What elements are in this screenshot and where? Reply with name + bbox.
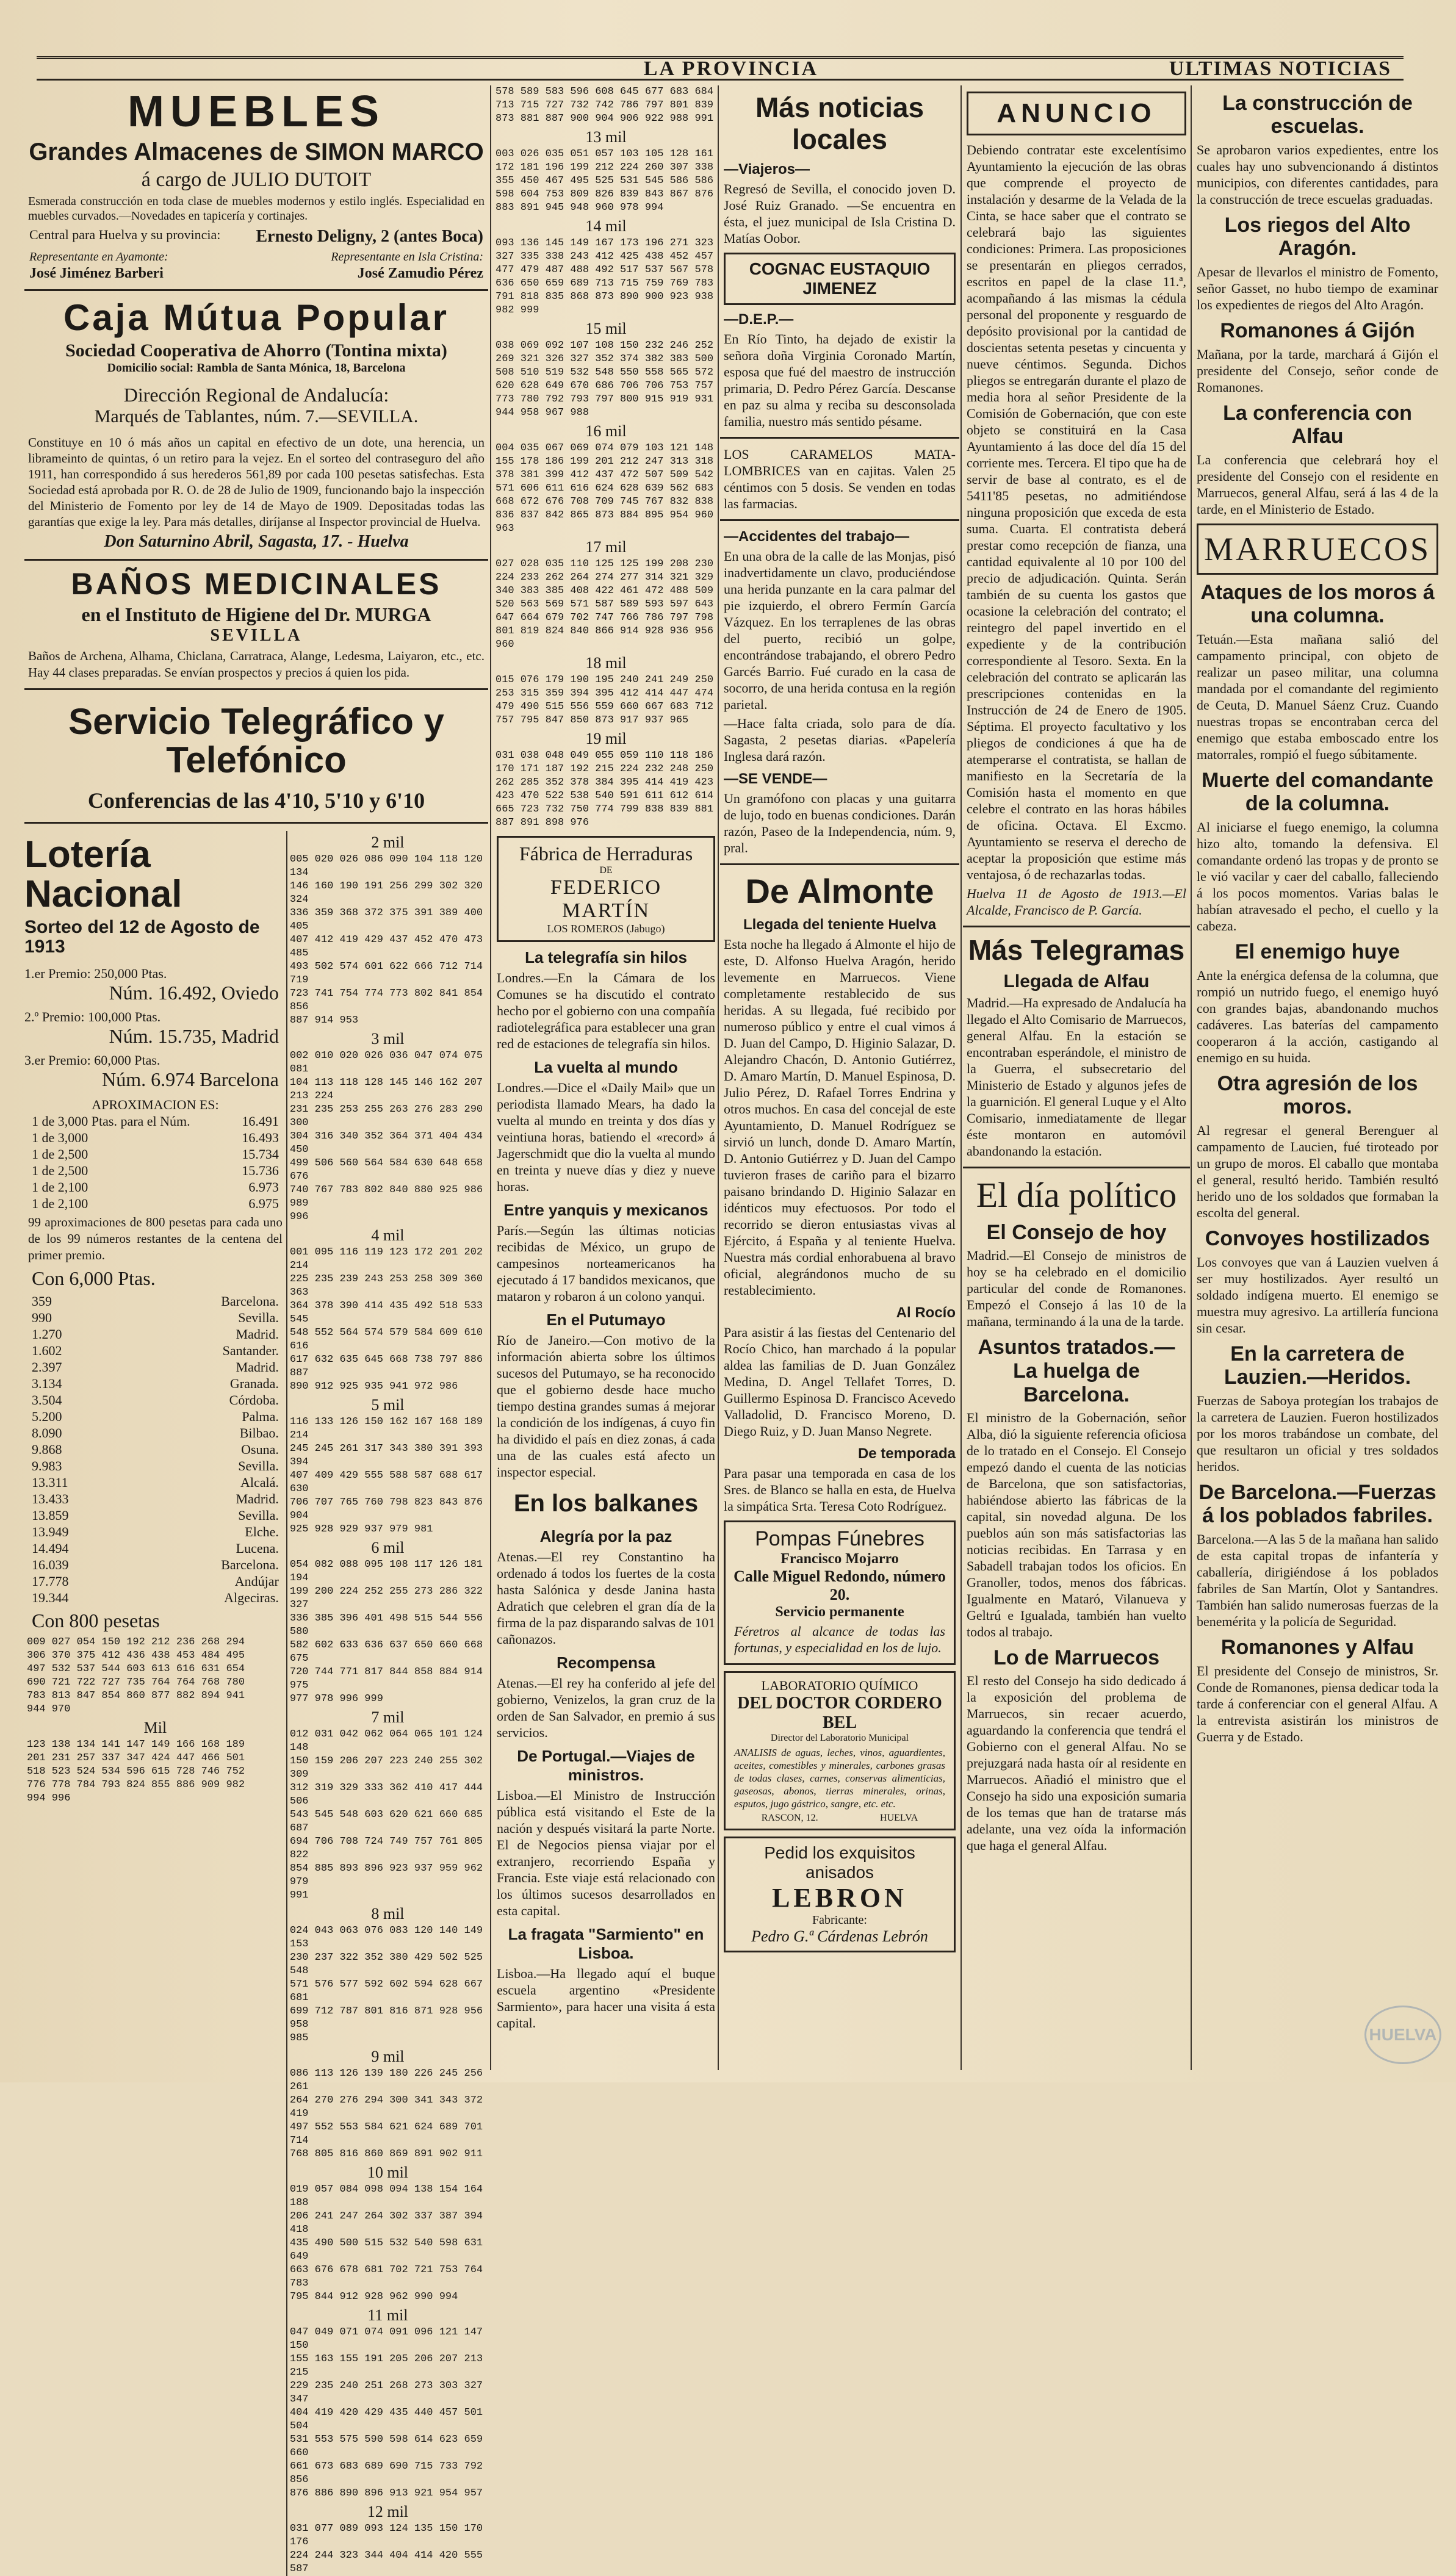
winning-city: Algeciras. [224,1590,279,1606]
lab-body: ANALISIS de aguas, leches, vinos, aguardientes, aceites, comestibles y minerales, carbones grasas de todas clases, carnes, conservas alimenticias, gaseosas, abonos, tierras minerales, orinas, esputos, jugo gástrico, sangre, etc. etc. [734,1747,945,1810]
winning-number: 13.311 [32,1475,68,1491]
article-text: La conferencia que celebrará hoy el presidente del Consejo con el residente en Marruecos, general Alfau, será á las 4 de la tarde, en el Ministerio de Estado. [1197,452,1438,517]
winning-city: Madrid. [236,1359,279,1375]
pompas-f: Féretros al alcance de todas las fortunas, y especialidad en los de lujo. [734,1624,945,1655]
article-heading: Romanones y Alfau [1220,1636,1415,1659]
caramelos-ad: LOS CARAMELOS MATA-LOMBRICES van en cajitas. Valen 25 céntimos con 5 dosis. Se venden en todas las farmacias. [724,447,956,511]
article-text: Ante la enérgica defensa de la columna, que rompió un nutrido fuego, el enemigo huyó con grandes bajas, abandonando muchos cadáveres. Las baterías del campamento cooperaron á la acción, castigando al enemigo en su huida. [1197,968,1438,1065]
column-4 [963,85,1190,2070]
list6000-row [32,1359,279,1375]
rep-ayamonte-label: Representante en Ayamonte: [29,250,168,264]
prize-1-num: Núm. 16.492, Oviedo [109,982,279,1004]
anisados-t2: LEBRON [772,1883,907,1913]
winning-city: Granada. [229,1376,279,1392]
winning-number: 1.602 [32,1343,62,1359]
muebles-ad [24,89,488,282]
caja-domicilio: Domicilio social: Rambla de Santa Mónica, 18, Barcelona [107,361,406,375]
se-vende-text: Un gramófono con placas y una guitarra de lujo, todo en buenas condiciones. Darán razón, Paseo de la Independencia, núm. 9, pral. [724,791,956,855]
article-heading: La construcción de escuelas. [1222,92,1413,138]
article-text: El presidente del Consejo de ministros, Sr. Conde de Romanones, piensa dedicar toda la tarde á conferenciar con el general Alfau. A la entrevista asistirán los ministros de Guerra y de Estado. [1197,1663,1438,1744]
loteria-section [24,831,488,2576]
number-block: 038 069 092 107 108 150 232 246 252 269 321 326 327 352 374 382 383 500 508 510 519 532 548 550 558 565 572 620 628 649 670 686 706 706 753 757 773 780 792 793 797 800 915 919 931 944 958 967 988 [496,340,714,419]
almonte-text: Esta noche ha llegado á Almonte el hijo de este, D. Alfonso Huelva Aragón, herido levemente en Marruecos. Viene completamente restablecido de sus heridas. A su llegada, fué recibido por numeroso público y entre el cual vimos á D. Juan del Campo, D. Higinio Salazar, D. Alejandro Chacón, D. Antonio Gutiérrez, D. Amaro Martín, D. Manuel Espinosa, D. Julio Pérez, D. Rafael Torres Endrina y otros muchos. En casa del concejal de este Ayuntamiento, D. Manuel Rodríguez se sirvió un lunch, donde D. Amaro Martín, D. Antonio Gutiérrez y D. Juan del Campo tuvieron frases de cariño para el bizarro paisano brindando D. Higinio Salazar en idénticos muy efectuosos. Por todo el recorrido se dieron entusiastas vivas al Ejército, á España y al teniente Huelva. Nuestra más cordial enhorabuena al bravo oficial, alegrándonos mucho de su restablecimiento. [724,937,956,1298]
number-block: 093 136 145 149 167 173 196 271 323 327 335 338 243 412 425 438 452 457 477 479 487 488 492 517 537 567 578 636 650 659 689 713 715 759 769 783 791 818 835 868 873 890 900 923 938 982 999 [496,237,714,316]
mil-heading: Mil [143,1719,167,1737]
number-block: 031 077 089 093 124 135 150 170 176 224 244 323 344 404 414 420 555 587 [289,2523,483,2575]
servicio-title: Servicio Telegráfico y Telefónico [68,701,444,781]
banos-ad [24,568,488,682]
section-title: ULTIMAS NOTICIAS [1169,57,1391,80]
article-heading: Otra agresión de los moros. [1217,1072,1418,1118]
aprox-number: 16.491 [242,1114,279,1129]
fabrica-de: DE [599,865,613,876]
muebles-subtitle: Grandes Almacenes de SIMON MARCO [29,138,484,165]
list6000-row [32,1442,279,1458]
list6000-row [32,1310,279,1326]
c1-number-blocks [286,831,488,2576]
list6000-row [32,1409,279,1425]
number-block: 047 049 071 074 091 096 121 147 150 155 163 155 191 205 206 207 213 215 229 235 240 251 268 273 303 327 347 404 419 420 429 435 440 457 501 504 531 553 575 590 598 614 623 659 660 661 673 683 689 690 715 733 792 856 876 886 890 896 913 921 954 957 [289,2326,483,2500]
winning-city: Bilbao. [239,1425,279,1441]
article-text: París.—Según las últimas noticias recibidas de México, un grupo de campesinos norteamericanos ha ejecutado á 17 bandidos mexicanos, que mataron y robaron á un colono yanqui. [497,1223,715,1304]
winning-city: Elche. [245,1524,279,1540]
muebles-title: MUEBLES [127,87,386,136]
aprox-number: 15.736 [242,1163,279,1179]
banos-title: BAÑOS MEDICINALES [71,566,442,601]
pompas-name: Francisco Mojarro [780,1551,899,1567]
winning-city: Lucena. [236,1541,279,1556]
winning-city: Córdoba. [229,1392,279,1408]
list6000-row [32,1491,279,1507]
number-block: 027 028 035 110 125 125 199 208 230 224 233 262 264 274 277 314 321 329 340 383 385 408 422 461 472 488 509 520 563 569 571 587 589 593 597 643 647 664 679 702 747 766 786 797 798 801 819 824 840 866 914 928 936 956 960 [496,558,714,650]
winning-number: 13.433 [32,1491,69,1507]
dep-text: En Río Tinto, ha dejado de existir la señora doña Virginia Coronado Martín, esposa que fué del maestro de instrucción primaria, D. Pedro Pérez García. Descanse en paz su alma y reciba su desconsolada familia, nuestro más sentido pésame. [724,331,956,429]
number-block: 012 031 042 062 064 065 101 124 148 150 159 206 207 223 240 255 302 309 312 319 329 333 362 410 417 444 506 543 545 548 603 620 621 660 685 687 694 706 708 724 749 757 761 805 822 854 885 893 896 923 937 959 962 979 991 [289,1729,483,1902]
asuntos-heading: Asuntos tratados.— La huelga de Barcelona. [978,1336,1175,1406]
lab-city: HUELVA [880,1813,918,1823]
telegramas-title: Más Telegramas [968,934,1185,966]
asuntos-text: El ministro de la Gobernación, señor Alba, dió la siguiente referencia oficiosa de lo tratado en el Consejo. El Consejo empezó dando el cuenta de las noticias de Barcelona, que son satisfactorias, habiéndose abierto las fábricas de la capital, sin novedad alguna. De los pueblos aún son más satisfactorias las noticias recibidas. En Tarrasa y en Sabadell trabajan todos los oficios. En Granoller, todos, menos dos fábricas. Igualmente en Mataró, Vilanueva y Geltrú e Igualada, también han vuelto todos al trabajo. [967,1410,1186,1639]
lab-addr: RASCON, 12. [761,1813,818,1823]
aprox-row [32,1163,279,1179]
article-text: Se aprobaron varios expedientes, entre los cuales hay uno subvencionando á distintos municipios, con diferentes cantidades, para la construcción de trece escuelas graduadas. [1197,142,1438,207]
pompas-addr: Calle Miguel Redondo, número 20. [733,1567,946,1603]
list6000-row [32,1508,279,1524]
number-block: 001 095 116 119 123 172 201 202 214 225 235 239 243 253 258 309 360 363 364 378 390 414 435 492 518 533 545 548 552 564 574 579 584 609 610 616 617 632 635 645 668 738 797 886 887 890 912 925 935 941 972 986 [289,1247,483,1393]
winning-city: Barcelona. [221,1293,279,1309]
aprox-row [32,1196,279,1212]
mil-heading: 4 mil [371,1226,405,1245]
caja-direccion: Dirección Regional de Andalucía: [123,383,389,406]
winning-city: Palma. [242,1409,279,1425]
con800-heading: Con 800 pesetas [32,1610,160,1632]
aprox-label: 1 de 2,100 [32,1179,88,1195]
winning-number: 3.504 [32,1392,62,1408]
list6000-row [32,1590,279,1606]
caja-body: Constituye en 10 ó más años un capital en efectivo de un dote, una herencia, un librameinto de quintas, ó un retiro para la vejez. En el sorteo del contraseguro del año 1911, han correspondido á sus herederos 561,89 por cada 100 pesetas satisfechas. Esta Sociedad está aprobada por R. O. de 28 de Julio de 1909, funcionando bajo la inspección del Ministerio de Fomento por ley de 14 de Mayo de 1909. Depositadas todas las garantías que exige la ley. Para más detalles, diríjanse al Inspector provincial de Huelva. [28,434,485,529]
winning-number: 19.344 [32,1590,69,1606]
mil-heading: 9 mil [371,2048,405,2066]
article-text: Mañana, por la tarde, marchará á Gijón el presidente del Consejo, señor conde de Romanones. [1197,347,1438,395]
aprox-list [24,1114,286,1212]
winning-number: 13.859 [32,1508,69,1524]
lab-title: LABORATORIO QUÍMICO [761,1678,918,1693]
column-3 [720,85,959,2070]
se-vende-heading: —SE VENDE— [724,771,827,787]
aprox-label: 1 de 3,000 Ptas. para el Núm. [32,1114,190,1129]
mil-heading: 10 mil [367,2164,409,2182]
muebles-central: Central para Huelva y su provincia: [29,226,221,242]
aprox-label: 1 de 2,500 [32,1163,88,1179]
mil-heading: 11 mil [367,2306,408,2325]
newspaper-title: LA PROVINCIA [643,57,819,80]
list6000-row [32,1574,279,1589]
article-heading: Ataques de los moros á una columna. [1200,581,1435,627]
winning-city: Sevilla. [238,1310,279,1326]
winning-number: 14.494 [32,1541,69,1556]
muebles-cargo: á cargo de JULIO DUTOIT [141,168,372,191]
winning-number: 8.090 [32,1425,62,1441]
fabrica-ad [497,836,715,942]
mil-heading: 5 mil [371,1396,405,1414]
column-2 [493,85,719,2070]
article-text: Atenas.—El rey Constantino ha ordenado á todos los fuertes de la costa hasta Salónica y desde Janina hasta Adratich que celebren el gran día de la firma de la paz disparando salvas de 101 cañonazos. [497,1549,715,1647]
winning-city: Osuna. [241,1442,279,1458]
aprox-label: 1 de 2,500 [32,1146,88,1162]
c5-articles-bottom [1193,581,1442,1745]
article-heading: En los balkanes [513,1490,699,1517]
article-heading: La fragata "Sarmiento" en Lisboa. [508,1925,704,1962]
rep-ayamonte-name: José Jiménez Barberi [29,265,164,281]
list6000-row [32,1557,279,1573]
winning-city: Santander. [222,1343,279,1359]
consejo-heading: El Consejo de hoy [986,1221,1167,1244]
mil-heading: 6 mil [371,1539,405,1557]
library-stamp: HUELVA [1364,2006,1441,2064]
mil-heading: 14 mil [585,217,627,235]
winning-number: 3.134 [32,1376,62,1392]
mil-heading: 15 mil [585,320,627,337]
mil-heading: 12 mil [367,2503,409,2521]
anisados-fab: Fabricante: [812,1913,867,1927]
article-heading: Convoyes hostilizados [1205,1227,1430,1250]
banos-sub: en el Instituto de Higiene del Dr. MURGA [81,603,431,626]
number-block: 002 010 020 026 036 047 074 075 081 104 113 118 128 145 146 162 207 213 224 231 235 253 255 263 276 283 290 300 304 316 340 352 364 371 404 434 450 499 506 560 564 584 630 648 658 676 740 767 783 802 840 880 925 986 989 996 [289,1050,483,1223]
rep-isla-name: José Zamudio Pérez [357,265,483,281]
aprox-label: 1 de 2,100 [32,1196,88,1212]
anuncio-body: Debiendo contratar este excelentísimo Ayuntamiento la ejecución de las obras que comprende el proyecto de instalación y desarme de la Velada de la Cinta, se hace saber que el contrato se celebrará bajo las siguientes condiciones: Primera. Las proposiciones se presentarán en pliegos cerrados, escritos en papel de la clase 11.ª, acompañando á las mismas la cédula personal del proponente y resguardo de depósito provisional por la cantidad de doscientas setenta pesetas y cincuenta y nueve céntimos. Segunda. Dichos pliegos se entregarán durante el plazo de media hora al señor Presidente de la Comisión de Gobernación, que con este objeto se constituirá en la Casa Ayuntamiento á las doce del día 15 del corriente mes. Tercera. El tipo que ha de servir de base al contrato, es el de 5411'85 pesetas, no admitiéndose ninguna proposición que exceda de esta suma. Cuarta. El contratista deberá prestar como recepción de fianza, una cantidad equivalente al 10 por 100 del precio de adjudicación. Quinta. Serán también de su cuenta los gastos que ocasione la celebración del contrato; el reintegro del papel invertido en el expediente y de la contribución correspondiente al Tesoro. Sexta. En la celebración del contrato se aplicarán las prescripciones contenidas en la Instrucción de 24 de Enero de 1905. Séptima. El proyecto facultativo y los pliegos de condiciones á que ha de atemperarse el contratista, se hallan de manifiesto en la Secretaría de la Comisión hasta el momento en que celebre el contrato en las horas hábiles de oficina. Octava. El Excmo. Ayuntamiento se reserva el derecho de aceptar la proposición que estime más ventajosa, ó de rechazarlas todas. [967,142,1186,882]
list6000-row [32,1343,279,1359]
lab-doctor: DEL DOCTOR CORDERO BEL [737,1694,942,1732]
politico-title: El día político [976,1175,1177,1215]
article-text: Londres.—En la Cámara de los Comunes se ha discutido el contrato hecho por el gobierno con una compañía radiotelegráfica para establecer una gran red de estaciones de telegrafía sin hilos. [497,970,715,1051]
aprox-number: 16.493 [242,1130,279,1146]
list6000-row [32,1541,279,1556]
viajeros-text: Regresó de Sevilla, el conocido joven D. José Ruiz Granado. —Se encuentra en ésta, el juez municipal de Isla Cristina D. Matías Oobor. [724,181,956,246]
aprox-row [32,1146,279,1162]
aprox-row [32,1179,279,1195]
mil-heading: 16 mil [585,422,627,440]
number-block: 003 026 035 051 057 103 105 128 161 172 181 196 199 212 224 260 307 338 355 450 467 495 525 531 545 586 586 598 604 753 809 826 839 843 867 876 883 891 945 948 960 978 994 [496,148,714,214]
accidentes-heading: —Accidentes del trabajo— [724,528,910,545]
hace-falta-text: —Hace falta criada, solo para de día. Sagasta, 2 pesetas diarias. «Papelería Inglesa dará razón. [724,716,956,764]
winning-city: Sevilla. [238,1458,279,1474]
article-heading: Muerte del comandante de la columna. [1202,769,1433,815]
temporada-heading: De temporada [857,1445,956,1462]
masthead [37,56,1404,81]
article-heading: La conferencia con Alfau [1223,401,1412,448]
list6000-row [32,1425,279,1441]
fabrica-name: FEDERICO MARTÍN [550,876,662,922]
article-heading: De Barcelona.—Fuerzas á los poblados fabriles. [1198,1481,1436,1527]
article-heading: Alegría por la paz [539,1527,672,1545]
column-1 [24,85,488,2575]
list6000-row [32,1326,279,1342]
article-heading: Entre yanquis y mexicanos [503,1201,708,1219]
winning-number: 17.778 [32,1574,69,1589]
prize-2-num: Núm. 15.735, Madrid [109,1025,279,1048]
temporada-text: Para pasar una temporada en casa de los Sres. de Blanco se halla en esta, de Huelva la simpática Srta. Teresa Coto Rodríguez. [724,1466,956,1514]
almonte-title: De Almonte [745,872,934,910]
list6000-row [32,1458,279,1474]
viajeros-heading: —Viajeros— [724,161,810,178]
column-rule [1191,85,1192,2070]
column-rule [960,85,962,2070]
list6000-row [32,1392,279,1408]
banos-city: SEVILLA [210,626,303,646]
caja-contacto: Don Saturnino Abril, Sagasta, 17. - Huelva [104,531,409,551]
servicio-conferencias: Conferencias de las 4'10, 5'10 y 6'10 [87,788,425,813]
winning-number: 2.397 [32,1359,62,1375]
article-heading: Romanones á Gijón [1220,319,1415,342]
article-text: Apesar de llevarlos el ministro de Fomento, señor Gasset, no hubo tiempo de examinar los expedientes de riegos del Alto Aragón. [1197,264,1438,312]
dep-heading: —D.E.P.— [724,311,794,328]
article-text: Río de Janeiro.—Con motivo de la información abierta sobre los últimos sucesos del Putumayo, se ha reconocido que el gobierno desde hace mucho tiempo destina grandes sumas á mejorar la condición de los indígenas, á cuyo fin ha dividido el país en diez zonas, á cada una de las cuales está afecto un inspector especial. [497,1333,715,1480]
pompas-title: Pompas Fúnebres [755,1527,924,1550]
nums-mil: 123 138 134 141 147 149 166 168 189 201 231 257 337 347 424 447 466 501 518 523 524 534 596 615 728 746 752 776 778 784 793 824 855 886 909 982 994 996 [27,1739,245,1805]
marruecos-sub-heading: Lo de Marruecos [993,1646,1160,1669]
article-text: Los convoyes que van á Lauzien vuelven á ser muy hostilizados. Ayer resultó un soldado indígena muerto. El enemigo se muestra muy agresivo. La artillería funciona sin cesar. [1197,1254,1438,1336]
pompas-serv: Servicio permanente [775,1604,904,1620]
aprox-label: 1 de 3,000 [32,1130,88,1146]
number-block: 015 076 179 190 195 240 241 249 250 253 315 359 394 395 412 414 447 474 479 490 515 556 559 660 667 683 712 757 795 847 850 873 917 937 965 [496,674,714,726]
article-text: Lisboa.—Ha llegado aquí el buque escuela argentino «Presidente Sarmiento», para hacer una visita á esta capital. [497,1966,715,2031]
column-5 [1193,85,1442,2070]
nums800: 009 027 054 150 192 212 236 268 294 306 370 375 412 436 438 453 484 495 497 532 537 544 603 613 616 631 654 690 721 722 727 735 764 764 768 780 783 813 847 854 860 877 882 894 941 944 970 [27,1636,245,1716]
cognac-ad: COGNAC EUSTAQUIO JIMENEZ [724,253,956,305]
list6000 [24,1293,286,1606]
aprox-heading: APROXIMACION ES: [92,1097,219,1113]
loteria-sorteo: Sorteo del 12 de Agosto de 1913 [24,917,260,957]
telegramas-sub: Llegada de Alfau [1003,971,1150,991]
con6000-heading: Con 6,000 Ptas. [32,1267,156,1290]
list6000-row [32,1376,279,1392]
article-text: Al regresar el general Berenguer al campamento de Laucien, fué tiroteado por un grupo de moros. El caballo que montaba el general, resultó herido. También resultó herido uno de los soldados que formaban la escolta del general. [1197,1123,1438,1220]
article-heading: De Portugal.—Viajes de ministros. [517,1747,695,1784]
winning-number: 13.949 [32,1524,69,1540]
article-text: Lisboa.—El Ministro de Instrucción pública está visitando el Este de la nación y después visitará la parte Norte. El de Negocios piensa viajar por el extranjero, recorriendo España y Francia. Este viaje está relacionado con los últimos sucesos desarrollados en esta capital. [497,1788,715,1918]
aprox-number: 6.975 [248,1196,279,1212]
caja-title: Caja Mútua Popular [63,297,450,338]
prize-1: 1.er Premio: 250,000 Ptas. [24,966,167,982]
rocio-heading: Al Rocío [896,1304,956,1321]
article-text: Barcelona.—A las 5 de la mañana han salido de esta capital tropas de infantería y caballería, dirigiéndose á los poblados fabriles de San Martín, Olot y Santandres. También han salido numerosas fuerzas de la benemérita y la policía de Seguridad. [1197,1531,1438,1629]
article-heading: El enemigo huye [1234,940,1400,963]
caja-sociedad: Sociedad Cooperativa de Ahorro (Tontina mixta) [65,340,447,361]
article-text: Fuerzas de Saboya protegían los trabajos de la carretera de Lauzien. Fueron hostilizados por los moros trabándose un combate, del que resultaron un oficial y tres soldados heridos. [1197,1393,1438,1474]
mil-heading: 3 mil [371,1030,405,1048]
mil-heading: 13 mil [585,128,627,146]
locales-title: Más noticias locales [755,92,924,155]
list6000-row [32,1524,279,1540]
winning-city: Barcelona. [221,1557,279,1573]
muebles-body: Esmerada construcción en toda clase de muebles modernos y estilo inglés. Especialidad en muebles curvados.—Novedades en tapicería y cortinajes. [28,194,485,223]
mil-heading: 19 mil [585,730,627,747]
article-heading: Los riegos del Alto Aragón. [1224,214,1411,260]
c2-articles [493,948,719,2031]
winning-number: 1.270 [32,1326,62,1342]
number-block: 086 113 126 139 180 226 245 256 261 264 270 276 294 300 341 343 372 419 497 552 553 584 621 624 689 701 714 768 805 816 860 869 891 902 911 [289,2068,483,2160]
winning-number: 5.200 [32,1409,62,1425]
mil-heading: 7 mil [371,1708,405,1727]
accidentes-text: En una obra de la calle de las Monjas, pisó inadvertidamente un clavo, produciéndose una herida punzante en la cara palmar del pie izquierdo, el obrero Fermín García Vázquez. En los terraplenes de las obras del puerto, recibió un golpe, encontrándose trabajando, el obrero Pedro Garcés Barrio. Fué curado en la casa de socorro, de una herida contusa en la región parietal. [724,549,956,712]
mil-heading: 17 mil [585,538,627,556]
article-heading: En la carretera de Lauzien.—Heridos. [1224,1342,1411,1389]
anisados-t1: Pedid los exquisitos anisados [764,1843,915,1882]
banos-body: Baños de Archena, Alhama, Chiclana, Carratraca, Alange, Ledesma, Laiyaron, etc., etc. Hay 44 clases preparadas. Se envían prospectos y precios á quien los pida. [28,649,485,680]
number-block: 116 133 126 150 162 167 168 189 214 245 245 261 317 343 380 391 393 394 407 409 429 555 588 587 688 617 630 706 707 765 760 798 823 843 876 904 925 928 929 937 979 981 [289,1416,483,1536]
winning-city: Madrid. [236,1491,279,1507]
mil-heading: 2 mil [371,833,405,852]
number-block: 004 035 067 069 074 079 103 121 148 155 178 186 199 201 212 247 313 318 378 381 399 412 437 472 507 509 542 571 606 611 616 624 628 639 562 683 668 672 676 708 709 745 767 832 838 836 837 842 865 873 884 895 954 960 963 [496,442,714,534]
number-block: 054 082 088 095 108 117 126 181 194 199 200 224 252 255 273 286 322 327 336 385 396 401 498 515 544 556 580 582 602 633 636 637 650 660 668 675 720 744 771 817 844 858 884 914 975 977 978 996 999 [289,1559,483,1705]
aprox-note: 99 aproximaciones de 800 pesetas para cada uno de los 99 números restantes de la centena del primer premio. [28,1215,283,1263]
aprox-number: 15.734 [242,1146,279,1162]
fabrica-title: Fábrica de Herraduras [519,843,693,865]
number-block: 031 038 048 049 055 059 110 118 186 170 171 187 192 215 224 232 248 250 262 285 352 378 384 395 414 419 423 423 470 522 538 540 591 611 612 614 665 723 732 750 774 799 838 839 881 887 891 898 976 [496,750,714,829]
winning-city: Alcalá. [240,1475,279,1491]
prize-3: 3.er Premio: 60,000 Ptas. [24,1052,160,1068]
telegramas-text: Madrid.—Ha expresado de Andalucía ha llegado el Alto Comisario de Marruecos, general Alfau. En la estación se encontraban esperándole, el ministro de la Guerra, el subsecretario del Ministerio de Estado y algunos jefes de la guarnición. El general Luque y el Alto Comisario, inmediatamente de llegar éste montaron en automóvil abandonando la estación. [967,995,1186,1159]
loteria-results [24,831,286,2576]
anisados-who: Pedro G.ª Cárdenas Lebrón [751,1927,928,1945]
winning-city: Madrid. [236,1326,279,1342]
aprox-number: 6.973 [248,1179,279,1195]
caja-ad [24,298,488,552]
column-rule [490,85,491,2070]
marruecos-text: El resto del Consejo ha sido dedicado á la exposición del problema de Marruecos, sin recaer acuerdo, aguardando la conferencia que tendrá el Gobierno con el general Alfau. No se prejuzgará nada hasta oír al residente en Marruecos. Añadió el ministro que el Consejo ha sido una exposición sumaria de los temas que han de tratarse más adelante, una vez oída la información que haga el general Alfau. [967,1673,1186,1853]
winning-city: Andújar [234,1574,279,1589]
anuncio-sign: Huelva 11 de Agosto de 1913.—El Alcalde, Francisco de P. García. [967,886,1186,918]
list6000-row [32,1475,279,1491]
number-block: 578 589 583 596 608 645 677 683 684 713 715 727 732 742 786 797 801 839 873 881 887 900 904 906 922 988 991 [496,86,714,124]
marruecos-title: MARRUECOS [1197,523,1438,575]
pompas-ad [724,1520,956,1665]
aprox-row [32,1114,279,1129]
fabrica-loc: LOS ROMEROS (Jabugo) [547,923,665,935]
rep-isla-label: Representante en Isla Cristina: [331,250,483,264]
prize-3-num: Núm. 6.974 Barcelona [102,1068,279,1091]
winning-number: 9.868 [32,1442,62,1458]
article-heading: Recompensa [557,1653,655,1672]
anisados-ad [724,1837,956,1952]
article-heading: La telegrafía sin hilos [525,948,687,966]
number-block: 024 043 063 076 083 120 140 149 153 230 237 322 352 380 429 502 525 548 571 576 577 592 602 594 628 667 681 699 712 787 801 816 871 928 956 958 985 [289,1925,483,2045]
winning-number: 990 [32,1310,52,1326]
article-heading: La vuelta al mundo [534,1058,678,1076]
mil-heading: 8 mil [371,1905,405,1923]
article-text: Londres.—Dice el «Daily Mail» que un periodista llamado Mears, ha dado la vuelta al mundo en treinta y dos días y veintiuna horas, batiendo el «record» á Jagerschmidt que dio la vuelta al mundo en treinta y nueve días y diez y nueve horas. [497,1080,715,1194]
lab-ad [724,1671,956,1830]
prize-2: 2.º Premio: 100,000 Ptas. [24,1009,161,1025]
lab-dir: Director del Laboratorio Municipal [770,1733,909,1743]
article-text: Al iniciarse el fuego enemigo, la columna hizo alto, tomando la defensiva. El comandante ordenó las tropas y de pronto se le vió vacilar y caer del caballo, falleciendo á los pocos momentos. Varias balas le habían atravesado el pecho, el cuello y la cabeza. [1197,819,1438,934]
list6000-row [32,1293,279,1309]
winning-number: 16.039 [32,1557,69,1573]
winning-number: 359 [32,1293,52,1309]
anuncio-title: ANUNCIO [967,92,1186,135]
muebles-address: Ernesto Deligny, 2 (antes Boca) [256,226,483,246]
consejo-text: Madrid.—El Consejo de ministros de hoy se ha celebrado en el domicilio particular del conde de Romanones. Empezó el Consejo á las 10 de la mañana, terminando á la una de la tarde. [967,1248,1186,1329]
article-text: Atenas.—El rey ha conferido al jefe del gobierno, Venizelos, la gran cruz de la orden de San Salvador, en premio á sus servicios. [497,1675,715,1740]
almonte-sub: Llegada del teniente Huelva [743,916,937,933]
number-block: 005 020 026 086 090 104 118 120 134 146 160 190 191 256 299 302 320 324 336 359 368 372 375 391 389 400 405 407 412 419 429 437 452 470 473 485 493 502 574 601 622 666 712 714 719 723 741 754 774 773 802 841 854 856 887 914 953 [289,854,483,1027]
article-heading: En el Putumayo [546,1311,666,1329]
mil-heading: 18 mil [585,654,627,672]
rocio-text: Para asistir á las fiestas del Centenario del Rocío Chico, han marchado á la popular aldea las familias de D. Juan González Medina, D. Angel Tellafet Torres, D. Guillermo Espinosa D. Francisco Acevedo Valladolid, D. Francisco Moreno, D. Diego Ruiz, y D. Juan Manso Negrete. [724,1325,956,1439]
winning-city: Sevilla. [238,1508,279,1524]
number-block: 019 057 084 098 094 138 154 164 188 206 241 247 264 302 337 387 394 418 435 490 500 515 532 540 598 631 649 663 676 678 681 702 721 753 764 783 795 844 912 928 962 990 994 [289,2184,483,2303]
article-text: Tetuán.—Esta mañana salió del campamento principal, con objeto de realizar un paseo militar, una columna mandada por el comandante del regimiento de Ceuta, D. Manuel Sáenz Cruz. Cuando nuestras tropas se encontraban cerca del enemigo que estaba emboscado entre los matorrales, rompió el fuego súbitamente. [1197,631,1438,762]
c5-articles-top [1193,92,1442,517]
c2-number-blocks [493,85,719,830]
caja-direccion2: Marqués de Tablantes, núm. 7.—SEVILLA. [94,406,419,426]
winning-number: 9.983 [32,1458,62,1474]
aprox-row [32,1130,279,1146]
loteria-title: Lotería Nacional [24,833,182,916]
